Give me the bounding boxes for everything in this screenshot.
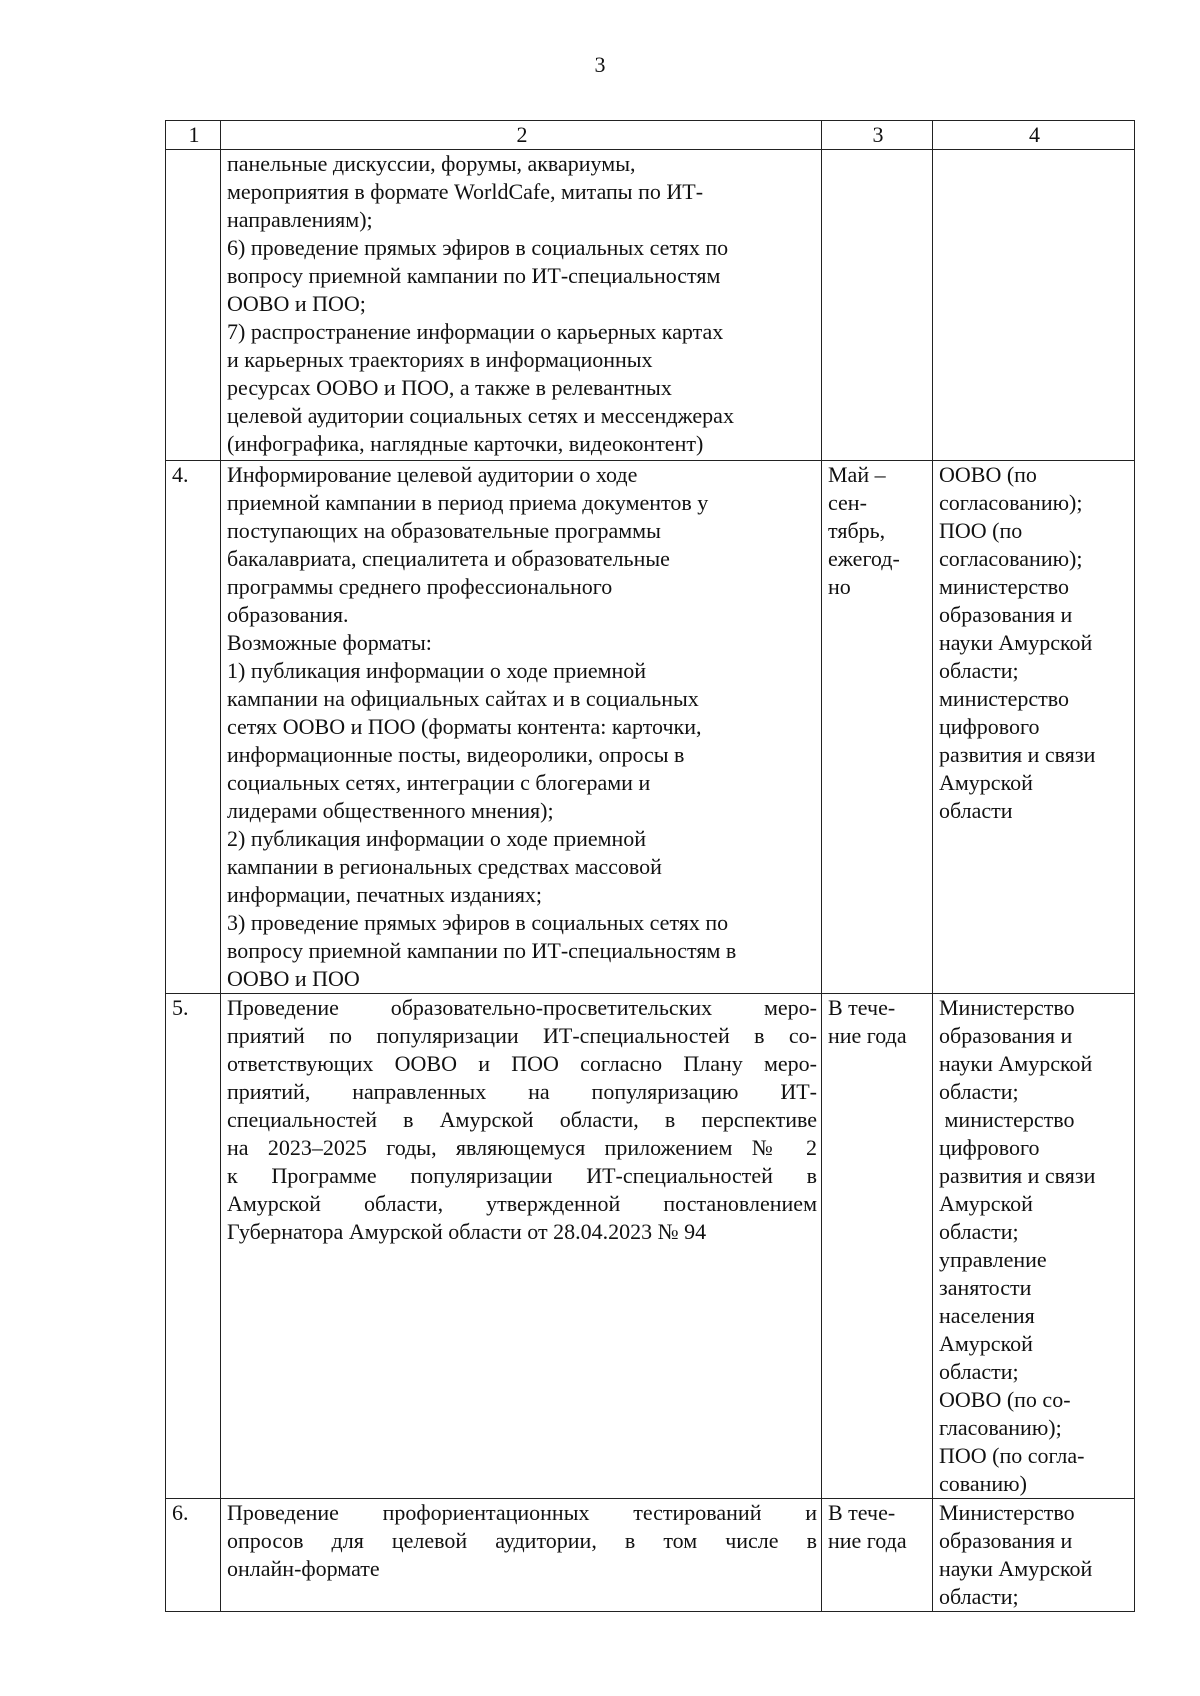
description-line: ООВО и ПОО [227,966,360,991]
description-line: приятий по популяризации ИТ-специальностей в со- [227,1023,817,1048]
activity-description [221,1499,822,1612]
responsible-line: Амурской [939,1191,1033,1216]
description-line: направлениям); [227,207,373,232]
activity-description [221,994,822,1499]
plan-table [165,120,1135,1612]
responsible-line: образования и [939,602,1073,627]
responsible-cell [933,461,1135,994]
description-line: Проведение профориентационных тестирований и [227,1500,817,1525]
period-line: ежегод- [828,546,900,571]
description-line: Губернатора Амурской области от 28.04.2023 № 94 [227,1219,707,1244]
page-number: 3 [594,52,606,77]
table-header-row [166,121,1135,150]
description-line: вопросу приемной кампании по ИТ-специальностям в [227,938,737,963]
description-line: ответствующих ООВО и ПОО согласно Плану меро- [227,1051,817,1076]
period-line: ние года [828,1528,907,1553]
responsible-line: управление [939,1247,1047,1272]
responsible-line: области; [939,1359,1019,1384]
description-line: поступающих на образовательные программы [227,518,661,543]
description-line: 3) проведение прямых эфиров в социальных сетях по [227,910,729,935]
responsible-line: науки Амурской [939,1556,1093,1581]
description-line: бакалавриата, специалитета и образовательные [227,546,670,571]
period-line: Май – [828,462,886,487]
description-line: ресурсах ООВО и ПОО, а также в релевантных [227,375,672,400]
responsible-line: развития и связи [939,742,1096,767]
description-line: лидерами общественного мнения); [227,798,554,823]
table-row [166,150,1135,461]
description-line: приемной кампании в период приема документов у [227,490,709,515]
description-line: к Программе популяризации ИТ-специальностей в [227,1163,817,1188]
period-cell [822,994,933,1499]
description-line: ООВО и ПОО; [227,291,366,316]
responsible-line: Министерство [939,1500,1075,1525]
header-col-4: 4 [933,121,1135,150]
description-line: опросов для целевой аудитории, в том числе в [227,1528,817,1553]
responsible-line: населения [939,1303,1035,1328]
row-number: 5. [166,994,221,1499]
responsible-line: ПОО (по согла- [939,1443,1085,1468]
period-cell [822,461,933,994]
responsible-line: образования и [939,1023,1073,1048]
header-col-2: 2 [221,121,822,150]
description-line: Амурской области, утвержденной постановлением [227,1191,817,1216]
description-line: сетях ООВО и ПОО (форматы контента: карточки, [227,714,702,739]
description-line: приятий, направленных на популяризацию ИТ- [227,1079,817,1104]
description-line: на 2023–2025 годы, являющемуся приложением № 2 [227,1135,817,1160]
responsible-line: согласованию); [939,490,1083,515]
responsible-line: развития и связи [939,1163,1096,1188]
responsible-line: области; [939,1079,1019,1104]
period-line: но [828,574,851,599]
period-line: В тече- [828,1500,896,1525]
description-line: программы среднего профессионального [227,574,613,599]
responsible-line: науки Амурской [939,630,1093,655]
description-line: (инфографика, наглядные карточки, видеоконтент) [227,431,704,456]
responsible-line: цифрового [939,1135,1040,1160]
responsible-line: министерство [939,1107,1075,1132]
description-line: образования. [227,602,349,627]
table-row [166,461,1135,994]
responsible-line: ООВО (по [939,462,1037,487]
period-line: сен- [828,490,867,515]
responsible-cell [933,1499,1135,1612]
description-line: специальностей в Амурской области, в перспективе [227,1107,817,1132]
description-line: информационные посты, видеоролики, опросы в [227,742,685,767]
description-line: мероприятия в формате WorldCafe, митапы по ИТ- [227,179,704,204]
responsible-line: согласованию); [939,546,1083,571]
row-number [166,150,221,461]
responsible-line: гласованию); [939,1415,1062,1440]
responsible-line: науки Амурской [939,1051,1093,1076]
responsible-line: области; [939,1219,1019,1244]
responsible-line: Министерство [939,995,1075,1020]
responsible-line: Амурской [939,1331,1033,1356]
description-line: 2) публикация информации о ходе приемной [227,826,647,851]
description-line: кампании на официальных сайтах и в социальных [227,686,699,711]
activity-description [221,461,822,994]
responsible-line: области; [939,658,1019,683]
description-line: Информирование целевой аудитории о ходе [227,462,638,487]
period-cell [822,150,933,461]
header-col-3: 3 [822,121,933,150]
responsible-line: области [939,798,1013,823]
responsible-line: занятости [939,1275,1032,1300]
responsible-line: министерство [939,574,1070,599]
responsible-cell [933,994,1135,1499]
row-number: 4. [166,461,221,994]
responsible-line: области; [939,1584,1019,1609]
description-line: Проведение образовательно-просветительских меро- [227,995,817,1020]
period-line: ние года [828,1023,907,1048]
responsible-line: сованию) [939,1471,1027,1496]
period-line: В тече- [828,995,896,1020]
description-line: Возможные форматы: [227,630,432,655]
description-line: информации, печатных изданиях; [227,882,543,907]
row-number: 6. [166,1499,221,1612]
description-line: целевой аудитории социальных сетях и мессенджерах [227,403,734,428]
period-line: тябрь, [828,518,886,543]
header-col-1: 1 [166,121,221,150]
table-row [166,1499,1135,1612]
responsible-line: министерство [939,686,1070,711]
responsible-line: цифрового [939,714,1040,739]
description-line: вопросу приемной кампании по ИТ-специальностям [227,263,721,288]
responsible-line: Амурской [939,770,1033,795]
description-line: социальных сетях, интеграции с блогерами и [227,770,651,795]
description-line: панельные дискуссии, форумы, аквариумы, [227,151,636,176]
description-line: кампании в региональных средствах массовой [227,854,662,879]
activity-description [221,150,822,461]
description-line: онлайн-формате [227,1556,380,1581]
responsible-line: ПОО (по [939,518,1023,543]
description-line: 1) публикация информации о ходе приемной [227,658,647,683]
responsible-line: образования и [939,1528,1073,1553]
description-line: 6) проведение прямых эфиров в социальных сетях по [227,235,729,260]
description-line: 7) распространение информации о карьерных картах [227,319,724,344]
description-line: и карьерных траекториях в информационных [227,347,653,372]
period-cell [822,1499,933,1612]
responsible-line: ООВО (по со- [939,1387,1071,1412]
responsible-cell [933,150,1135,461]
table-row [166,994,1135,1499]
